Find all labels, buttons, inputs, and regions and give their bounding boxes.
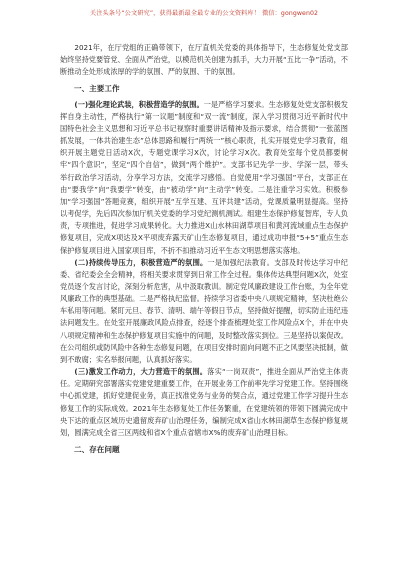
section-heading-problems: 二、存在问题 <box>74 445 120 454</box>
paragraph-study-atmosphere <box>60 99 348 257</box>
subheading-study: (一)强化理论武装，积极营造学的氛围。 <box>74 99 204 109</box>
paragraph-strict-atmosphere <box>60 257 348 366</box>
subheading-strict: (二)持续传导压力，积极营造严的氛围。 <box>74 257 208 267</box>
section-heading-main-work: 一、主要工作 <box>74 84 120 94</box>
body-strict: 一是加强纪法教育。支部及时传达学习中纪委、省纪委会全会精神，将相关要求贯穿到日常工作全过程。集体传达典型问题X次，处室党员逐个发言讨论，深刻分析危害，从中汲取教训。制定党风廉政建设工作台账，为全年党风廉政工作的典型基础。二是严格执纪监督。持续学习省委中央八项规定精神，坚决杜绝公车私用等问题。紧盯元旦、春节、清明、端午等假日节点，坚持做好提醒，切实防止违纪违法问题发生。在处室开展廉政风险点排查，经逐个排查梳理处室工作风险点X个，并在中央八项规定精神和生态保护修复项目实施中的问题，及时整改落实到位。三是坚持以案促改。在公司组织或防风险中各种生态修复问题，在项目安排时面向问题不正之风要坚决抵制，做到不敢腐；实名举报问题，认真抓好落实。 <box>60 257 348 364</box>
document-page <box>60 42 348 459</box>
body-work: 落实“一岗双责”，推进全面从严治党主体责任。定期研究部署落实党建党建重要工作，在开展业务工作前率先学习党建工作。坚持围绕中心抓党建，抓好党建促业务，真正找准党务与业务的契合点，通过党建工作学习提升生态修复工作的实际成效。2021年生态修复处工作任务繁重，在党建统领的带领下圆满完成中央下达的重点区域历史遗留废弃矿山治理任务，编制完成X省山水林田湖草生态保护修复规划，圆满完成全省三区两线和省X个重点省辖市X%的废弃矿山治理目标。 <box>60 367 349 437</box>
paragraph-work-atmosphere <box>60 366 348 439</box>
body-study: 一是严格学习要求。生态修复处党支部积极发挥自身主动性，严格执行“第一议题”制度和“双一流”制度，深入学习贯彻习近平新时代中国特色社会主义思想和习近平总书记视察时重要讲话精神及指示要求，结合贯彻“一张蓝图抓发展，一体共治建生态”总体思路和履行“两统一”核心职责，扎实开展党史学习教育，组织开展主题党日活动X次，专题党课学习X次，讨论学习X次。教育处室每个党员都要树牢“四个意识”，坚定“四个自信”，做到“两个维护”。支部书记先学一步、学深一层，带头举行政治学习活动，分享学习方法，交流学习感悟。自觉使用“学习强国”平台，支部正在由“要我学”向“我要学”转变，由“被动学”向“主动学”转变。二是注重学习实效。积极参加“学习强国”答题竞赛，组织开展“互学互建、互评共建”活动，党课质量明显提高。坚持以考促学，先后四次参加厅机关党委的学习党纪测机测试。组建生态保护修复智库，专人负责，专项推进，促进学习成果转化。大力推进X山水林田湖草项目和黄河流域重点生态保护修复项目，完成X项达及X平项废弃露天矿山生态修复项目，通过成功申报“5+5”重点生态保护修复项目进入国家项目库，不折不扣推动习近平生态文明思想落实落地。 <box>60 99 348 255</box>
subheading-work: (三)激发工作动力，大力营造干的氛围。 <box>74 367 208 377</box>
banner-text: 关注头条号“公文研究”，获得最新最全最专业的公文资料库！ 微信：gongwen02 <box>89 10 319 17</box>
top-banner <box>0 0 408 26</box>
intro-paragraph: 2021年，在厅党组的正确带领下，在厅直机关党委的具体指导下，生态修复处党支部始终坚持党要管党、全面从严治党，以模范机关创建为抓手，大力开展“五比一争”活动，不断推动全处形成浓厚的学的氛围、严的氛围、干的氛围。 <box>60 43 348 77</box>
